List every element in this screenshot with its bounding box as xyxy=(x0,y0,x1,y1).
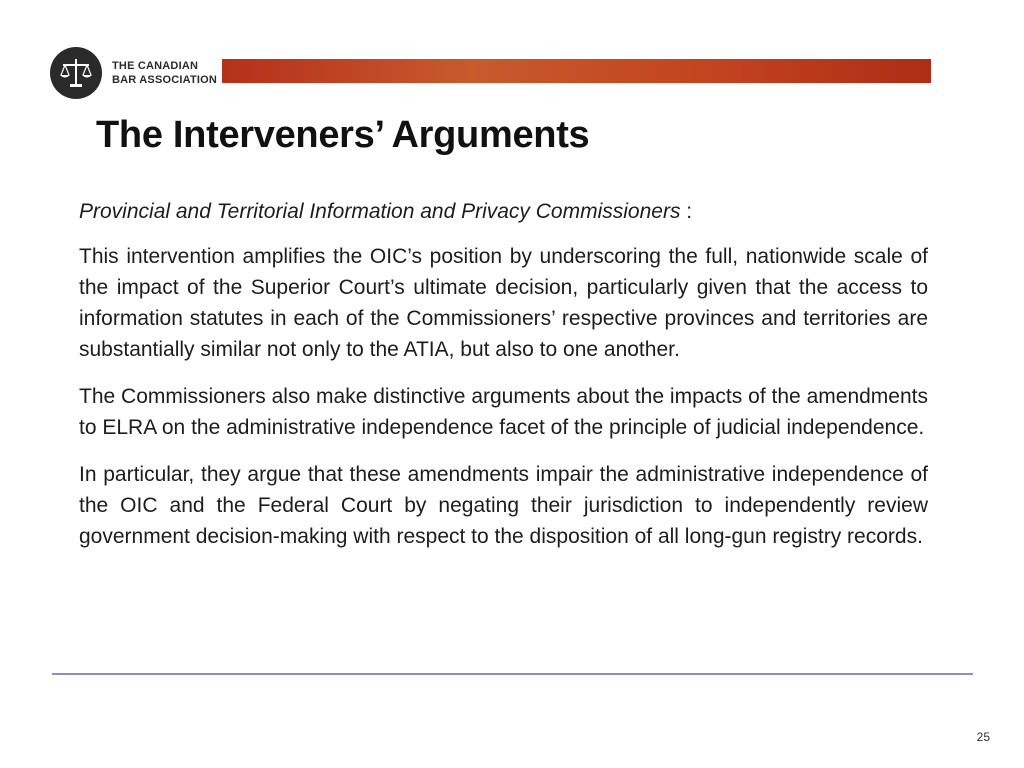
paragraph-2: The Commissioners also make distinctive arguments about the impacts of the amendments to ELRA on the administrative independence facet of the principle of judicial independence. xyxy=(79,385,928,439)
subheading xyxy=(79,196,928,227)
paragraph-1: This intervention amplifies the OIC’s position by underscoring the full, nationwide scale of the impact of the Superior Court’s ultimate decision, particularly given that the access to information statutes in each of the Commissioners’ respective provinces and territories are substantially similar not only to the ATIA, but also to one another. xyxy=(79,245,928,361)
scales-of-justice-icon xyxy=(50,47,102,99)
paragraph-3: In particular, they argue that these amendments impair the administrative independence of the OIC and the Federal Court by negating their jurisdiction to independently review government decision-making with respect to the disposition of all long-gun registry records. xyxy=(79,463,928,548)
slide-title: The Interveners’ Arguments xyxy=(96,114,590,156)
footer-divider xyxy=(52,673,973,675)
subheading-italic: Provincial and Territorial Information and Privacy Commissioners xyxy=(79,200,681,223)
page-number: 25 xyxy=(976,730,990,744)
logo-wordmark xyxy=(112,59,217,87)
slide-body xyxy=(79,196,928,568)
cba-logo xyxy=(50,47,217,99)
subheading-suffix: : xyxy=(680,200,693,223)
header-accent-bar xyxy=(222,59,931,83)
logo-line-1: THE CANADIAN xyxy=(112,60,199,72)
logo-line-2: BAR ASSOCIATION xyxy=(112,74,218,86)
